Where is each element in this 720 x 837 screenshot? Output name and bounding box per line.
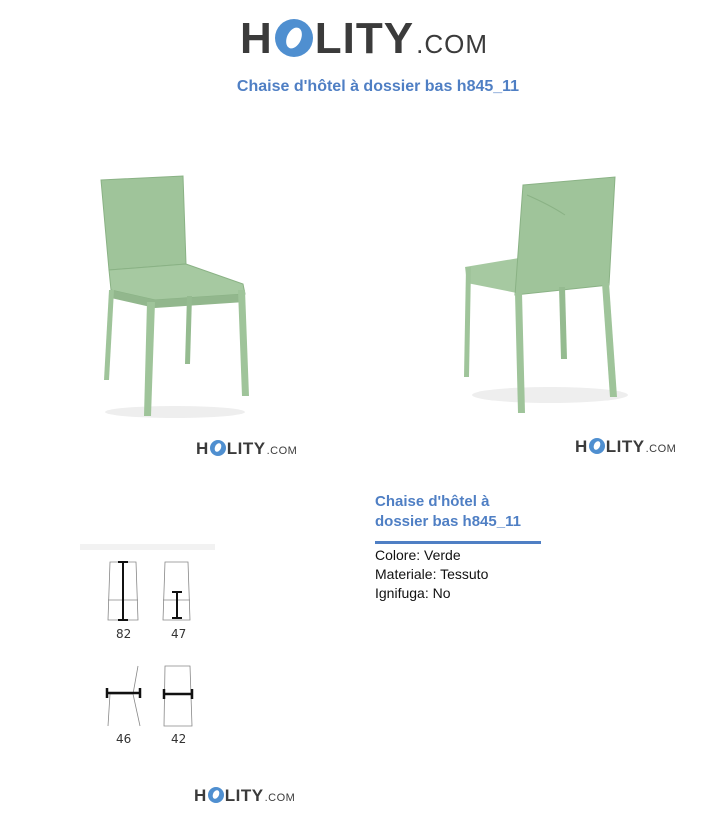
dimension-seat-height-label: 42 (171, 732, 187, 746)
chair-back-image (455, 175, 630, 420)
page-title: Chaise d'hôtel à dossier bas h845_11 (236, 78, 520, 95)
spec-color: Colore: Verde (375, 547, 461, 563)
logo-suffix: .COM (416, 29, 488, 59)
dimensions-diagram (80, 544, 215, 759)
logo-text: LITY (224, 786, 264, 805)
title-divider (375, 541, 541, 544)
holity-logo-small-bottom (194, 785, 295, 806)
holity-logo[interactable] (240, 14, 488, 64)
logo-text: LITY (226, 439, 266, 458)
logo-text: LITY (605, 437, 645, 456)
dimension-depth-label: 47 (171, 627, 187, 641)
logo-o-mark (210, 440, 226, 456)
logo-o-mark (208, 787, 224, 803)
spec-fireproof: Ignifuga: No (375, 585, 451, 601)
logo-letter-h: H (575, 437, 588, 456)
logo-letter-h: H (194, 786, 207, 805)
dimensions-drawing (80, 544, 215, 759)
product-specs (375, 546, 488, 603)
logo-text: LITY (314, 14, 415, 63)
logo-suffix: .COM (645, 443, 677, 455)
dimension-width-label: 46 (116, 732, 132, 746)
logo-letter-h: H (196, 439, 209, 458)
holity-logo-small-back (575, 436, 676, 457)
logo-suffix: .COM (266, 445, 298, 457)
logo-suffix: .COM (264, 792, 296, 804)
logo-o-mark (275, 19, 313, 57)
logo-letter-h: H (240, 14, 273, 63)
logo-o-mark (589, 438, 605, 454)
product-title: Chaise d'hôtel à dossier bas h845_11 (375, 493, 521, 530)
spec-material: Materiale: Tessuto (375, 566, 489, 582)
holity-logo-small-front (196, 438, 297, 459)
chair-front-image (95, 172, 260, 422)
dimension-height-label: 82 (116, 627, 132, 641)
